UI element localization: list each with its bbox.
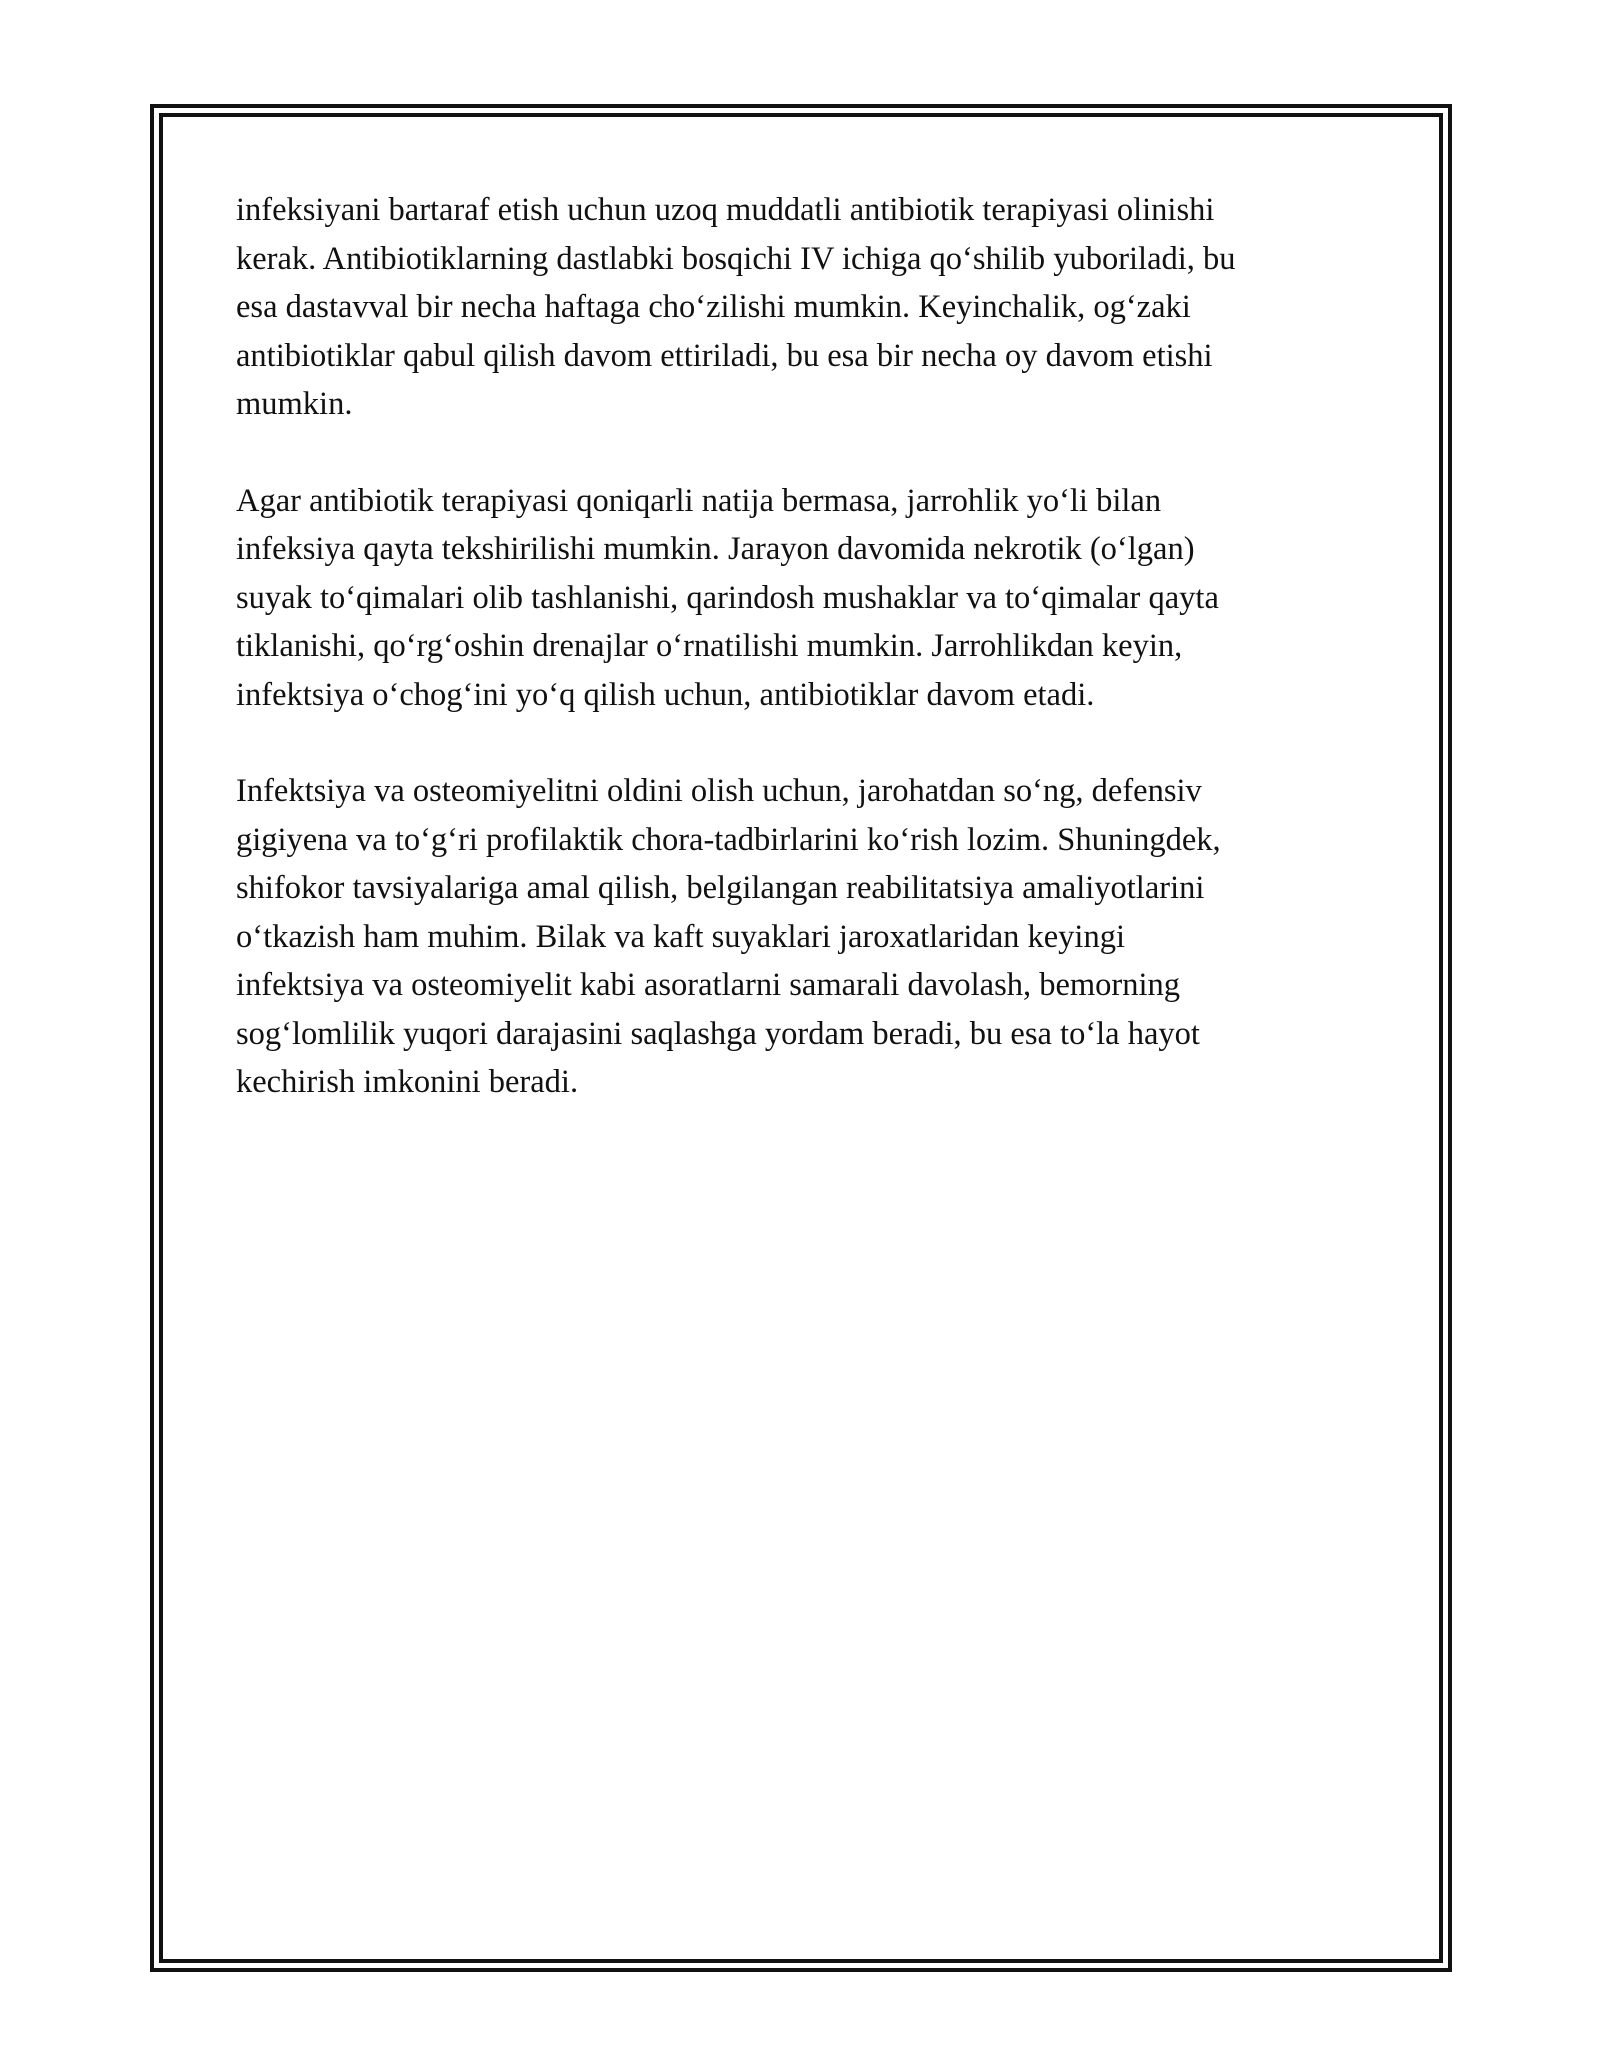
document-body — [236, 186, 1376, 1155]
paragraph-surgical-treatment: Agar antibiotik terapiyasi qoniqarli natija bermasa, jarrohlik yo‘li bilan infeksiya qayta tekshirilishi mumkin. Jarayon davomida nekrotik (o‘lgan) suyak to‘qimalari olib tashlanishi, qarindosh mushaklar va to‘qimalar qayta tiklanishi, qo‘rg‘oshin drenajlar o‘rnatilishi mumkin. Jarrohlikdan keyin, infektsiya o‘chog‘ini yo‘q qilish uchun, antibiotiklar davom etadi. — [236, 482, 1219, 713]
paragraph-prevention: Infektsiya va osteomiyelitni oldini olish uchun, jarohatdan so‘ng, defensiv gigiyena va to‘g‘ri profilaktik chora-tadbirlarini ko‘rish lozim. Shuningdek, shifokor tavsiyalariga amal qilish, belgilangan reabilitatsiya amaliyotlarini o‘tkazish ham muhim. Bilak va kaft suyaklari jaroxatlaridan keyingi infektsiya va osteomiyelit kabi asoratlarni samarali davolash, bemorning sog‘lomlilik yuqori darajasini saqlashga yordam beradi, bu esa to‘la hayot kechirish imkonini beradi. — [236, 773, 1221, 1100]
paragraph-antibiotic-therapy: infeksiyani bartaraf etish uchun uzoq muddatli antibiotik terapiyasi olinishi kerak. Antibiotiklarning dastlabki bosqichi IV ichiga qo‘shilib yuboriladi, bu esa dastavval bir necha haftaga cho‘zilishi mumkin. Keyinchalik, og‘zaki antibiotiklar qabul qilish davom ettiriladi, bu esa bir necha oy davom etishi mumkin. — [236, 192, 1236, 422]
